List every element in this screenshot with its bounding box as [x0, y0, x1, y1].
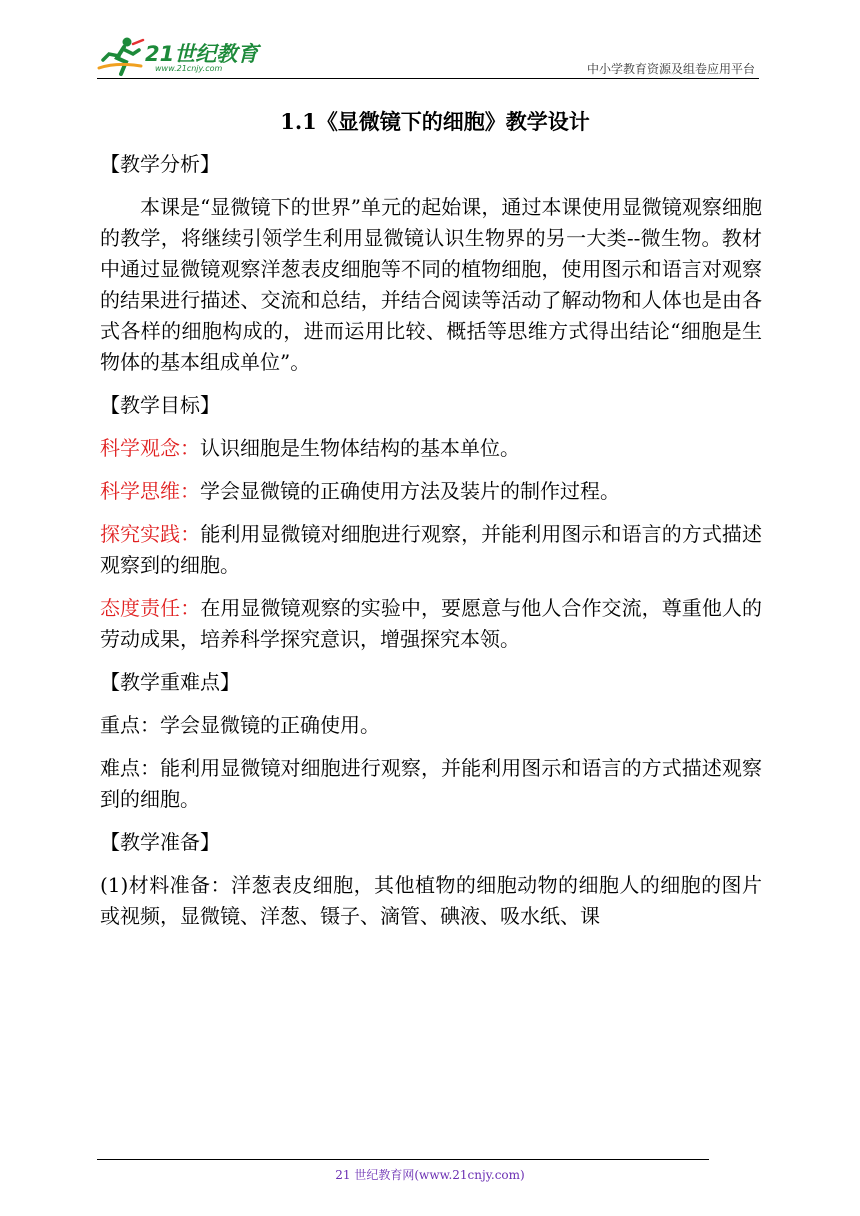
- key-points-heading: 【教学重难点】: [100, 670, 240, 694]
- goal-label: 科学思维：: [100, 479, 200, 503]
- footer-divider: [97, 1159, 709, 1160]
- runner-icon: [97, 34, 147, 78]
- goal-item: [100, 476, 762, 507]
- analysis-body: 本课是“显微镜下的世界”单元的起始课，通过本课使用显微镜观察细胞的教学，将继续引领学生利用显微镜认识生物界的另一大类--微生物。教材中通过显微镜观察洋葱表皮细胞等不同的植物细胞，使用图示和语言对观察的结果进行描述、交流和总结，并结合阅读等活动了解动物和人体也是由各式各样的细胞构成的，进而运用比较、概括等思维方式得出结论“细胞是生物体的基本组成单位”。: [100, 195, 762, 374]
- goal-label: 科学观念：: [100, 436, 200, 460]
- goal-item: [100, 593, 762, 655]
- goal-text: 学会显微镜的正确使用方法及装片的制作过程。: [200, 479, 620, 503]
- prep-heading: 【教学准备】: [100, 830, 220, 854]
- page-footer: 21 世纪教育网(www.21cnjy.com): [335, 1168, 525, 1182]
- goal-text: 在用显微镜观察的实验中，要愿意与他人合作交流，尊重他人的劳动成果，培养科学探究意识，增强探究本领。: [100, 596, 762, 651]
- goal-text: 能利用显微镜对细胞进行观察，并能利用图示和语言的方式描述观察到的细胞。: [100, 522, 762, 577]
- goal-text: 认识细胞是生物体结构的基本单位。: [200, 436, 520, 460]
- header-platform-text: 中小学教育资源及组卷应用平台: [586, 62, 755, 76]
- focus-point: 重点：学会显微镜的正确使用。: [100, 713, 380, 737]
- goal-label: 探究实践：: [100, 522, 201, 546]
- logo-text: 21世纪教育: [145, 42, 259, 66]
- goal-item: [100, 433, 762, 464]
- goal-item: [100, 519, 762, 581]
- goal-label: 态度责任：: [100, 596, 201, 620]
- page-title: 1.1《显微镜下的细胞》教学设计: [280, 109, 590, 134]
- goals-heading: 【教学目标】: [100, 393, 220, 417]
- logo-url: www.21cnjy.com: [155, 64, 223, 73]
- analysis-heading: 【教学分析】: [100, 152, 220, 176]
- document-body: [100, 149, 762, 932]
- page-header: [97, 34, 759, 79]
- difficulty-point: 难点：能利用显微镜对细胞进行观察，并能利用图示和语言的方式描述观察到的细胞。: [100, 756, 762, 811]
- logo: [97, 34, 267, 78]
- prep-item: (1)材料准备：洋葱表皮细胞，其他植物的细胞动物的细胞人的细胞的图片或视频，显微镜、洋葱、镊子、滴管、碘液、吸水纸、课: [100, 873, 762, 928]
